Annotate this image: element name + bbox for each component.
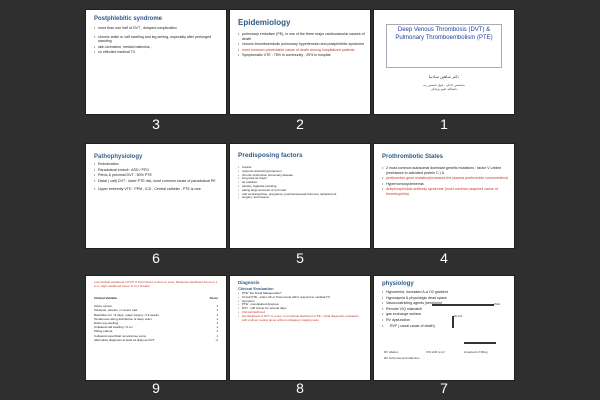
bullet: • RVF ( usual cause of death) — [382, 324, 489, 329]
slide-bullets — [382, 166, 509, 198]
bullet: • Paradoxical emboli : ASD / PFO — [94, 168, 221, 173]
slide-thumbnail-7[interactable] — [374, 276, 514, 380]
bullet: • Hypocapnia & physiologic dead space — [382, 296, 489, 301]
slide-title: physiology — [382, 281, 414, 287]
bullet: • more than one half of DVT , delayed complication — [94, 26, 221, 31]
bullet: • eating large amounts of red meat — [238, 189, 365, 193]
table-cell: 1 — [216, 333, 218, 338]
bullet: • obesity, cigarette smoking — [238, 185, 365, 189]
score-table — [94, 296, 218, 342]
slide-number: 1 — [440, 116, 448, 132]
slide-thumbnail-5[interactable] — [230, 144, 370, 248]
bullet: • long-haul air travel — [238, 177, 365, 181]
table-cell: Entire leg swelling — [94, 321, 119, 326]
table-cell: 1 — [216, 321, 218, 326]
slide-number: 3 — [152, 116, 160, 132]
slide-thumbnail-3[interactable] — [86, 10, 226, 114]
bullet: • skin ulceration, medial malleolus , — [94, 45, 221, 50]
slide-thumbnail-6[interactable] — [86, 144, 226, 248]
slide-title: Low Clinical Likelihood of DVT If Point Score Is Zero or Less; Moderate Likelihood Score Is 1 to 2; High Likelihood Score Is 3 or Greater — [94, 280, 218, 288]
slide-title: Diagnosis — [238, 280, 260, 285]
bullet: • Hyperhomocysteinemia — [382, 182, 509, 187]
slide-thumbnail-8[interactable] — [230, 276, 370, 380]
bullet: • Symptomatic VTE : 75% in community , 25% in hospital — [238, 53, 365, 58]
pah-label: PAH — [494, 302, 500, 306]
bullet: • systemic arterial hypertension — [238, 170, 365, 174]
table-header-cell: Clinical Variable — [94, 296, 118, 300]
slide-bullets — [238, 292, 365, 322]
slide-number: 9 — [152, 380, 160, 396]
bullet: • pulmonary embolism (PE), is one of the three major cardiovascular causes of death — [238, 32, 365, 41]
table-cell: 1 — [216, 308, 218, 313]
diagram-line — [452, 316, 454, 328]
slide-title: Prothrombotic States — [382, 154, 444, 160]
table-cell: 1 — [216, 304, 218, 309]
diagram-line — [432, 304, 494, 306]
rv-ischemia-label: RV ischemia and infarction — [384, 356, 420, 360]
author-name: دکتر شاهین شادنیا — [428, 74, 460, 79]
slide-thumbnail-1[interactable] — [374, 10, 514, 114]
slide-bullets — [94, 26, 221, 56]
table-cell: Unilateral calf swelling >3 cm — [94, 325, 133, 330]
bullet: • Embolization — [94, 162, 221, 167]
bullet: • Occult PTE , when HF or Pneumonia didn't respond to medical TX — [238, 296, 365, 300]
slide-bullets — [94, 162, 221, 193]
slide-number: 5 — [296, 250, 304, 266]
bullet: • Vasoconstricting agents (serotonin) — [382, 301, 489, 306]
table-cell: Pitting edema — [94, 329, 113, 334]
bullet: • Antiphospholipid antibody syndrome (most common acquired cause of thrombophilia) — [382, 187, 509, 196]
bullet: • Cancer — [238, 166, 365, 170]
bullet: • Remote V/Q mismatch — [382, 307, 489, 312]
slide-title: Predisposing factors — [238, 152, 303, 159]
slide-bullets — [238, 32, 365, 59]
bullet: • air pollution — [238, 181, 365, 185]
slide-title: Pathophysiology — [94, 154, 143, 160]
table-cell: -2 — [215, 337, 218, 342]
slide-number: 6 — [152, 250, 160, 266]
bullet: • no effective medical TX — [94, 50, 221, 55]
table-cell: 1 — [216, 325, 218, 330]
bullet: • oral contraceptives, pregnancy, postmenopausal hormone replacement — [238, 193, 365, 197]
table-cell: 1 — [216, 316, 218, 321]
bullet: • Distal ( calf) DVT : lower PTE risk, most common cause of paradoxical PE — [94, 179, 221, 184]
table-row — [94, 338, 218, 342]
bullet: • Clinical likelihood — [238, 311, 365, 315]
table-cell: Paralysis, paresis, or recent cast — [94, 308, 138, 313]
author-affiliation: متخصص داخلی - فوق تخصص ریه دانشگاه علوم پزشکی — [423, 83, 465, 91]
slide-thumbnail-4[interactable] — [374, 144, 514, 248]
table-cell: Active cancer — [94, 304, 113, 309]
table-cell: 1 — [216, 312, 218, 317]
slide-subtitle: Clinical Evaluation — [238, 286, 274, 291]
bullet: • chronic obstructive pulmonary disease — [238, 174, 365, 178]
slide-number: 8 — [296, 380, 304, 396]
impaired-lv-filling-label: impaired LV filling — [464, 350, 488, 354]
diagram-line — [464, 342, 496, 344]
bullet: • DVT : calf cramp for several days — [238, 307, 365, 311]
slide-number: 2 — [296, 116, 304, 132]
bullet: • PTE : unexplained dyspnea — [238, 303, 365, 307]
table-cell: 1 — [216, 329, 218, 334]
bullet: • most common preventable cause of death among hospitalized patients — [238, 48, 365, 53]
bullet: • surgery, and trauma — [238, 196, 365, 200]
bullet: • low likelihood of DVT or a low- to-moderate likelihood of PE : initial diagnostic evaluation with d-dimer testing alone without obligatory imaging tests — [238, 315, 365, 323]
table-header-cell: Score — [209, 296, 218, 300]
bullet: • prothrombin gene mutation(increases the plasma prothrombin concentration) — [382, 176, 509, 181]
slide-bullets — [238, 166, 365, 200]
slide-title: Epidemiology — [238, 18, 291, 27]
rv-dilation-label: RV dilation — [384, 350, 399, 354]
slide-title: Postphlebitic syndrome — [94, 16, 163, 22]
bullet: • Upper extremity VTE : PPM , ICD , Central catheter , PTE is rare — [94, 187, 221, 192]
slide-thumbnail-9[interactable] — [86, 276, 226, 380]
bullet: • chronic ankle or calf swelling and leg aching, especially after prolonged standing — [94, 35, 221, 44]
bullet: • Pelvic & proximal DVT : 50% PTE — [94, 173, 221, 178]
bullet: • Symptom — [238, 300, 365, 304]
dlco-label: DLCO — [454, 314, 463, 318]
slide-bullets — [382, 290, 489, 329]
slide-number: 7 — [440, 380, 448, 396]
bullet: • chronic thromboembolic pulmonary hypertension and postphlebitic syndrome — [238, 42, 365, 47]
table-cell: Collateral superficial nonvaricose veins — [94, 333, 146, 338]
bullet: • RV dysfunction — [382, 318, 489, 323]
table-cell: Bedridden for >3 days; major surgery <12 weeks — [94, 312, 159, 317]
bullet: • Hypoxemia, increased A-a O2 gradient — [382, 290, 489, 295]
slide-number: 4 — [440, 250, 448, 266]
bullet: • 2 most common autosomal dominant genetic mutations : factor V Leiden (resistance to activated protein C ) & — [382, 166, 509, 175]
bullet: • gas exchange surface — [382, 312, 489, 317]
slide-title: Deep Venous Thrombosis (DVT) & Pulmonary Thromboembolism (PTE) — [395, 27, 493, 41]
bullet: • PTE "the Great Masquerader" — [238, 292, 365, 296]
slide-thumbnail-2[interactable] — [230, 10, 370, 114]
table-cell: Tenderness along distribution of deep veins — [94, 316, 152, 321]
table-cell: Alternative diagnosis at least as likely as DVT — [94, 337, 155, 342]
ivs-shift-label: IVS shift to LV — [426, 350, 445, 354]
